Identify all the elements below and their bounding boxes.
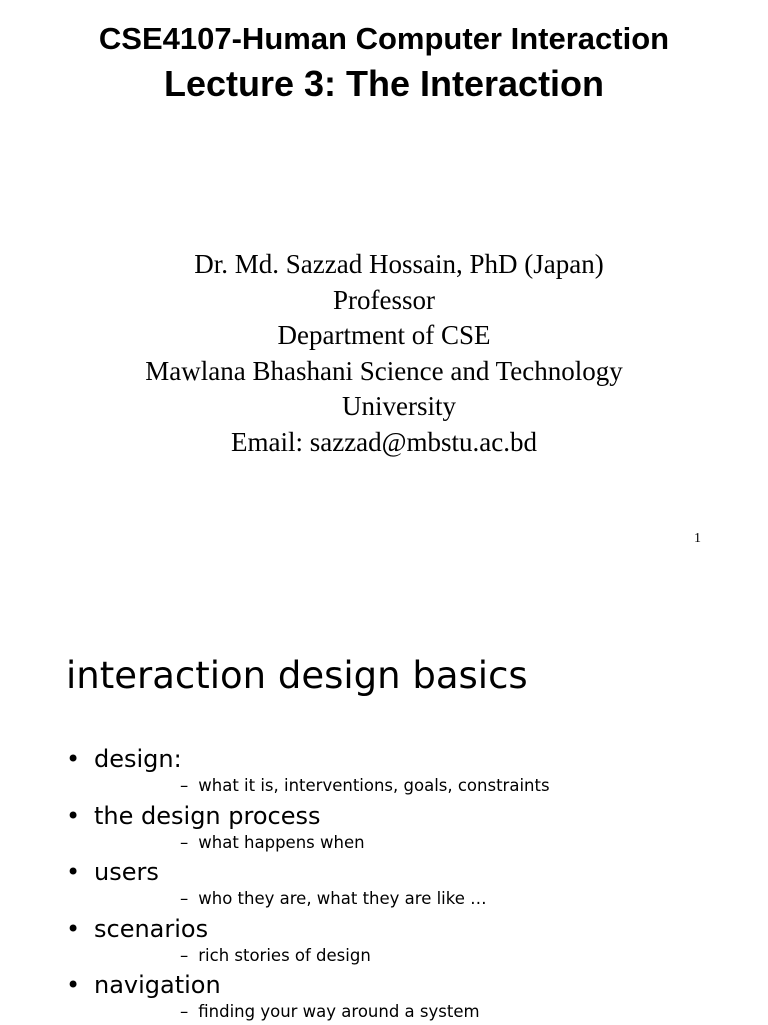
topic-label: scenarios: [94, 914, 209, 943]
bullet-icon: •: [66, 914, 81, 943]
topic-detail: [180, 832, 365, 854]
topic-detail-text: rich stories of design: [198, 945, 371, 965]
topic-detail: [180, 888, 487, 910]
topic-detail-text: who they are, what they are like …: [198, 889, 487, 909]
bullet-icon: •: [66, 858, 81, 887]
course-title: CSE4107-Human Computer Interaction: [98, 21, 670, 56]
topic-detail-text: finding your way around a system: [198, 1002, 480, 1022]
topic-detail: [180, 1001, 480, 1023]
dash-icon: –: [180, 945, 189, 965]
topic-label: the design process: [94, 801, 321, 830]
author-department: Department of CSE: [277, 320, 491, 350]
topic-detail: [180, 945, 371, 967]
bullet-icon: •: [66, 971, 81, 1000]
author-block: [0, 247, 768, 460]
topic-label: users: [94, 858, 159, 887]
topic-label: navigation: [94, 971, 221, 1000]
bullet-icon: •: [66, 745, 81, 773]
slide-title: interaction design basics: [66, 654, 528, 697]
author-email: Email: sazzad@mbstu.ac.bd: [230, 426, 538, 457]
author-name: Dr. Md. Sazzad Hossain, PhD (Japan): [194, 249, 604, 279]
dash-icon: –: [180, 889, 189, 909]
author-position: Professor: [333, 284, 435, 315]
author-university-line2: University: [342, 391, 456, 421]
topic-detail-text: what happens when: [198, 832, 365, 852]
bullet-icon: •: [66, 801, 81, 830]
author-university-line1: Mawlana Bhashani Science and Technology: [145, 355, 623, 386]
page-number: 1: [694, 531, 701, 546]
topic-detail: [180, 775, 550, 797]
dash-icon: –: [180, 1002, 189, 1022]
dash-icon: –: [180, 832, 189, 852]
topic-detail-text: what it is, interventions, goals, constraints: [198, 776, 550, 795]
dash-icon: –: [180, 776, 189, 795]
content-slide: [0, 560, 768, 1024]
topic-label: design:: [94, 745, 182, 773]
lecture-title: Lecture 3: The Interaction: [163, 63, 605, 104]
